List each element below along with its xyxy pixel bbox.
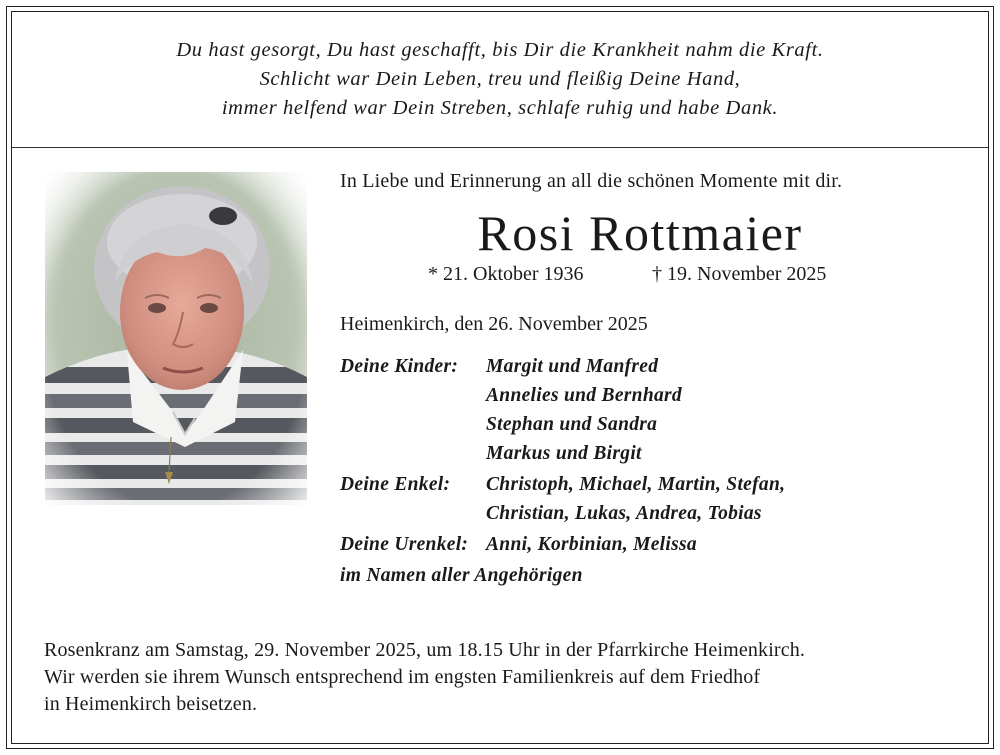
- closing-text: im Namen aller Angehörigen: [340, 565, 583, 586]
- urenkel-label: Deine Urenkel:: [340, 534, 469, 555]
- poem-line-3: immer helfend war Dein Streben, schlafe ruhig und habe Dank.: [221, 97, 779, 119]
- kinder-4: Markus und Birgit: [486, 443, 642, 464]
- enkel-1: Christoph, Michael, Martin, Stefan,: [486, 474, 786, 495]
- footer-line-2: Wir werden sie ihrem Wunsch entsprechend im engsten Familienkreis auf dem Friedhof: [44, 666, 761, 688]
- kinder-label: Deine Kinder:: [340, 356, 459, 377]
- enkel-2: Christian, Lukas, Andrea, Tobias: [486, 503, 762, 524]
- poem-line-2: Schlicht war Dein Leben, treu und fleißig Deine Hand,: [259, 68, 741, 90]
- footer-notice: [44, 637, 805, 718]
- kinder-3: Stephan und Sandra: [486, 414, 658, 435]
- divider: [12, 147, 988, 148]
- death-date: † 19. November 2025: [652, 263, 827, 285]
- kinder-2: Annelies und Bernhard: [486, 385, 682, 406]
- portrait-photo: [45, 172, 307, 505]
- footer-line-1: Rosenkranz am Samstag, 29. November 2025, um 18.15 Uhr in der Pfarrkirche Heimenkirch.: [44, 639, 806, 661]
- portrait-image: [45, 172, 307, 505]
- birth-date: * 21. Oktober 1936: [428, 263, 584, 285]
- place-date: Heimenkirch, den 26. November 2025: [340, 313, 648, 335]
- urenkel-names: Anni, Korbinian, Melissa: [486, 534, 697, 555]
- poem: [0, 36, 1000, 123]
- intro-text: In Liebe und Erinnerung an all die schönen Momente mit dir.: [340, 170, 843, 192]
- deceased-name: Rosi Rottmaier: [477, 205, 803, 261]
- kinder-1: Margit und Manfred: [486, 356, 659, 377]
- enkel-label: Deine Enkel:: [340, 474, 451, 495]
- footer-line-3: in Heimenkirch beisetzen.: [44, 693, 258, 715]
- poem-line-1: Du hast gesorgt, Du hast geschafft, bis Dir die Krankheit nahm die Kraft.: [176, 39, 824, 61]
